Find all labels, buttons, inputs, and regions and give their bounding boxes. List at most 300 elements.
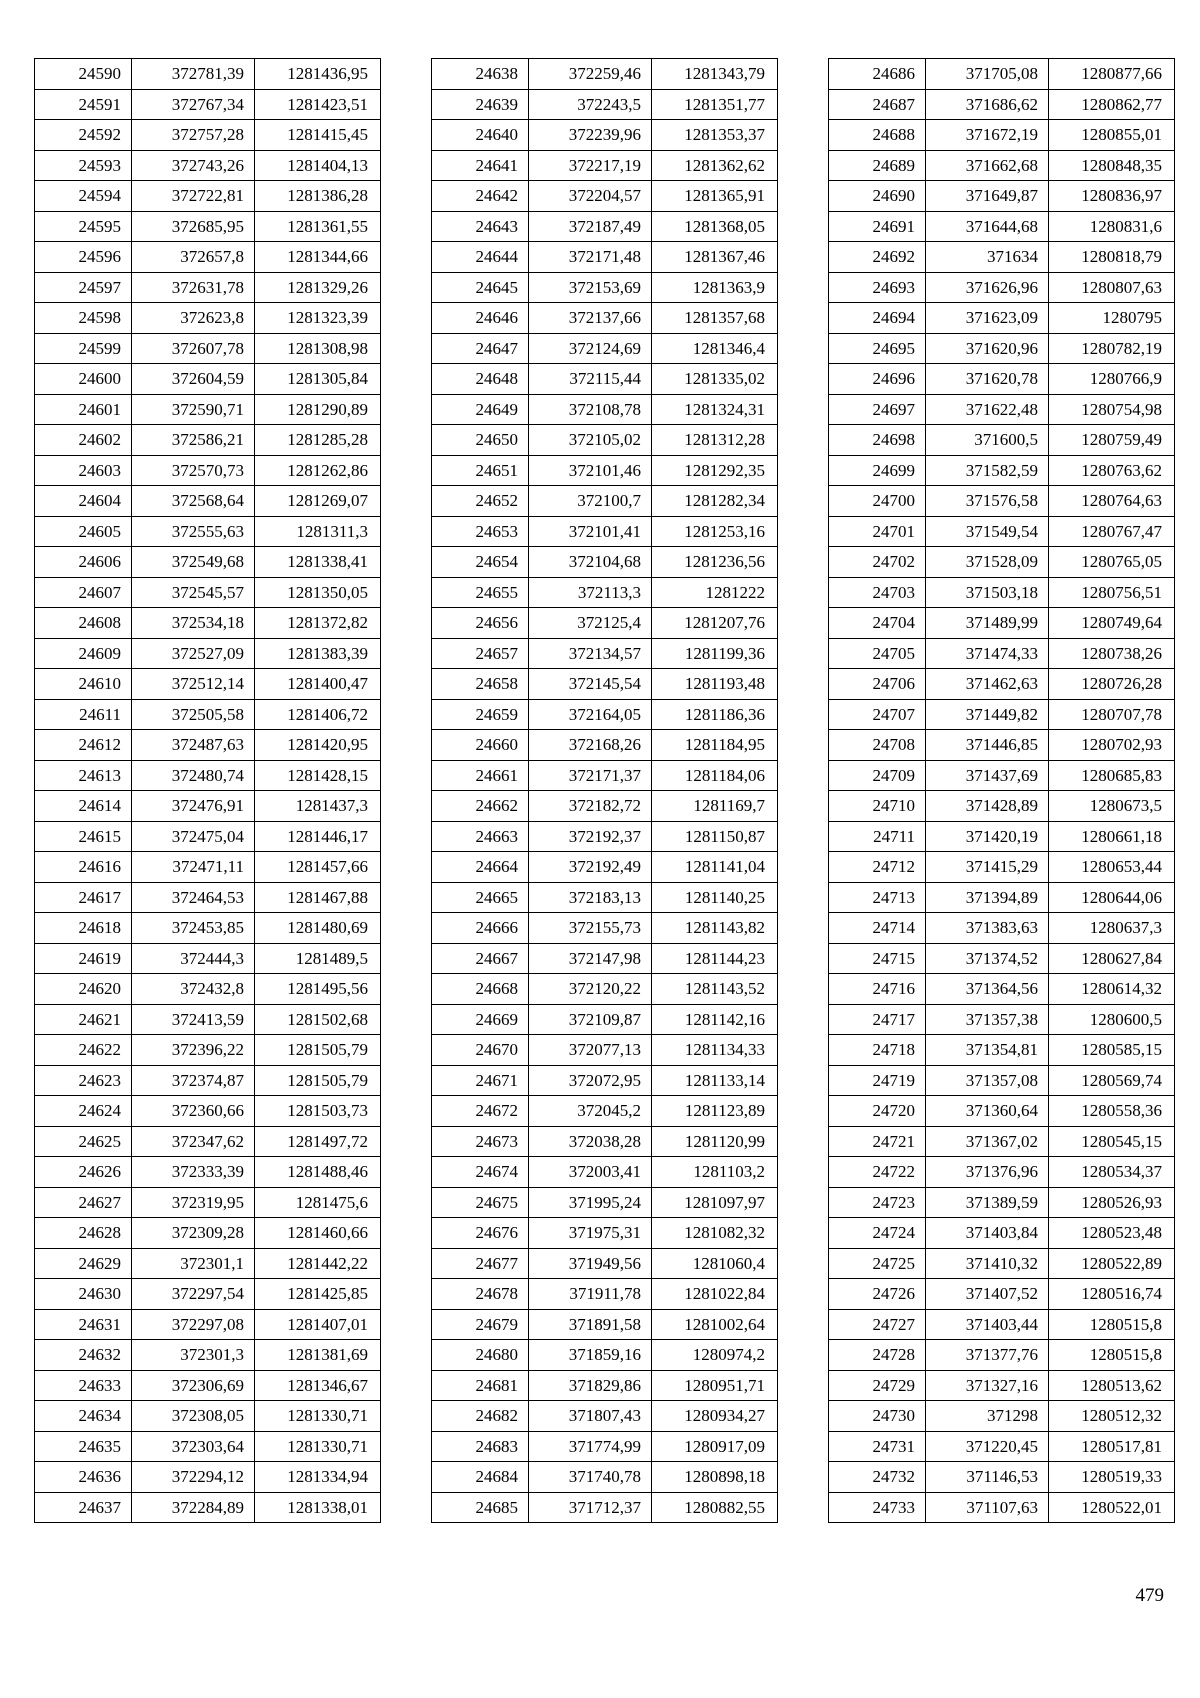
x-coordinate-cell: 372396,22 (132, 1035, 255, 1066)
table-row (432, 791, 778, 822)
y-coordinate-cell: 1280807,63 (1049, 272, 1175, 303)
x-coordinate-cell: 372534,18 (132, 608, 255, 639)
point-number-cell: 24677 (432, 1248, 529, 1279)
y-coordinate-cell: 1280898,18 (652, 1462, 778, 1493)
table-row (432, 547, 778, 578)
y-coordinate-cell: 1280831,6 (1049, 211, 1175, 242)
table-row (829, 333, 1175, 364)
table-row (432, 1462, 778, 1493)
y-coordinate-cell: 1280702,93 (1049, 730, 1175, 761)
point-number-cell: 24667 (432, 943, 529, 974)
point-number-cell: 24632 (35, 1340, 132, 1371)
y-coordinate-cell: 1281381,69 (255, 1340, 381, 1371)
point-number-cell: 24643 (432, 211, 529, 242)
point-number-cell: 24733 (829, 1492, 926, 1523)
point-number-cell: 24609 (35, 638, 132, 669)
table-row (432, 303, 778, 334)
point-number-cell: 24710 (829, 791, 926, 822)
y-coordinate-cell: 1281253,16 (652, 516, 778, 547)
table-row (829, 242, 1175, 273)
y-coordinate-cell: 1280515,8 (1049, 1309, 1175, 1340)
y-coordinate-cell: 1281446,17 (255, 821, 381, 852)
table-row (432, 394, 778, 425)
table-row (432, 638, 778, 669)
point-number-cell: 24707 (829, 699, 926, 730)
table-row (35, 669, 381, 700)
point-number-cell: 24721 (829, 1126, 926, 1157)
table-row (829, 760, 1175, 791)
point-number-cell: 24628 (35, 1218, 132, 1249)
y-coordinate-cell: 1281361,55 (255, 211, 381, 242)
table-row (829, 364, 1175, 395)
point-number-cell: 24666 (432, 913, 529, 944)
table-row (829, 59, 1175, 90)
table-row (829, 943, 1175, 974)
y-coordinate-cell: 1281199,36 (652, 638, 778, 669)
point-number-cell: 24706 (829, 669, 926, 700)
point-number-cell: 24618 (35, 913, 132, 944)
point-number-cell: 24642 (432, 181, 529, 212)
y-coordinate-cell: 1281386,28 (255, 181, 381, 212)
x-coordinate-cell: 371740,78 (529, 1462, 652, 1493)
table-row (432, 699, 778, 730)
x-coordinate-cell: 371620,96 (926, 333, 1049, 364)
x-coordinate-cell: 372284,89 (132, 1492, 255, 1523)
table-row (35, 1309, 381, 1340)
y-coordinate-cell: 1281400,47 (255, 669, 381, 700)
point-number-cell: 24675 (432, 1187, 529, 1218)
point-number-cell: 24701 (829, 516, 926, 547)
point-number-cell: 24644 (432, 242, 529, 273)
point-number-cell: 24729 (829, 1370, 926, 1401)
point-number-cell: 24650 (432, 425, 529, 456)
table-row (35, 699, 381, 730)
point-number-cell: 24616 (35, 852, 132, 883)
x-coordinate-cell: 372100,7 (529, 486, 652, 517)
point-number-cell: 24659 (432, 699, 529, 730)
y-coordinate-cell: 1280764,63 (1049, 486, 1175, 517)
y-coordinate-cell: 1280974,2 (652, 1340, 778, 1371)
x-coordinate-cell: 372145,54 (529, 669, 652, 700)
y-coordinate-cell: 1280862,77 (1049, 89, 1175, 120)
x-coordinate-cell: 372757,28 (132, 120, 255, 151)
x-coordinate-cell: 372077,13 (529, 1035, 652, 1066)
x-coordinate-cell: 371600,5 (926, 425, 1049, 456)
y-coordinate-cell: 1281103,2 (652, 1157, 778, 1188)
point-number-cell: 24708 (829, 730, 926, 761)
x-coordinate-cell: 372115,44 (529, 364, 652, 395)
y-coordinate-cell: 1281290,89 (255, 394, 381, 425)
table-row (35, 760, 381, 791)
x-coordinate-cell: 372192,49 (529, 852, 652, 883)
point-number-cell: 24705 (829, 638, 926, 669)
table-row (829, 608, 1175, 639)
y-coordinate-cell: 1281357,68 (652, 303, 778, 334)
y-coordinate-cell: 1281022,84 (652, 1279, 778, 1310)
point-number-cell: 24653 (432, 516, 529, 547)
table-row (432, 1004, 778, 1035)
x-coordinate-cell: 372134,57 (529, 638, 652, 669)
point-number-cell: 24606 (35, 547, 132, 578)
x-coordinate-cell: 371357,08 (926, 1065, 1049, 1096)
x-coordinate-cell: 372512,14 (132, 669, 255, 700)
x-coordinate-cell: 371528,09 (926, 547, 1049, 578)
table-row (432, 730, 778, 761)
table-row (35, 1096, 381, 1127)
x-coordinate-cell: 371549,54 (926, 516, 1049, 547)
y-coordinate-cell: 1280759,49 (1049, 425, 1175, 456)
point-number-cell: 24648 (432, 364, 529, 395)
x-coordinate-cell: 371357,38 (926, 1004, 1049, 1035)
table-row (829, 425, 1175, 456)
table-row (35, 1340, 381, 1371)
x-coordinate-cell: 372109,87 (529, 1004, 652, 1035)
y-coordinate-cell: 1281282,34 (652, 486, 778, 517)
point-number-cell: 24639 (432, 89, 529, 120)
point-number-cell: 24612 (35, 730, 132, 761)
point-number-cell: 24636 (35, 1462, 132, 1493)
point-number-cell: 24726 (829, 1279, 926, 1310)
table-row (35, 1279, 381, 1310)
table-row (35, 974, 381, 1005)
point-number-cell: 24655 (432, 577, 529, 608)
y-coordinate-cell: 1281425,85 (255, 1279, 381, 1310)
x-coordinate-cell: 372120,22 (529, 974, 652, 1005)
table-row (35, 364, 381, 395)
point-number-cell: 24654 (432, 547, 529, 578)
y-coordinate-cell: 1281311,3 (255, 516, 381, 547)
point-number-cell: 24620 (35, 974, 132, 1005)
y-coordinate-cell: 1281169,7 (652, 791, 778, 822)
x-coordinate-cell: 372590,71 (132, 394, 255, 425)
x-coordinate-cell: 371995,24 (529, 1187, 652, 1218)
y-coordinate-cell: 1280726,28 (1049, 669, 1175, 700)
x-coordinate-cell: 372545,57 (132, 577, 255, 608)
table-row (829, 791, 1175, 822)
table-row (829, 181, 1175, 212)
point-number-cell: 24599 (35, 333, 132, 364)
x-coordinate-cell: 371891,58 (529, 1309, 652, 1340)
point-number-cell: 24700 (829, 486, 926, 517)
table-row (432, 974, 778, 1005)
point-number-cell: 24717 (829, 1004, 926, 1035)
x-coordinate-cell: 372204,57 (529, 181, 652, 212)
table-row (829, 974, 1175, 1005)
y-coordinate-cell: 1281495,56 (255, 974, 381, 1005)
x-coordinate-cell: 371975,31 (529, 1218, 652, 1249)
point-number-cell: 24604 (35, 486, 132, 517)
x-coordinate-cell: 371622,48 (926, 394, 1049, 425)
y-coordinate-cell: 1280661,18 (1049, 821, 1175, 852)
point-number-cell: 24617 (35, 882, 132, 913)
table-row (829, 1065, 1175, 1096)
x-coordinate-cell: 372306,69 (132, 1370, 255, 1401)
y-coordinate-cell: 1280522,89 (1049, 1248, 1175, 1279)
table-row (829, 272, 1175, 303)
x-coordinate-cell: 371634 (926, 242, 1049, 273)
x-coordinate-cell: 372476,91 (132, 791, 255, 822)
point-number-cell: 24684 (432, 1462, 529, 1493)
table-row (432, 181, 778, 212)
coordinates-table-2 (431, 58, 778, 1523)
point-number-cell: 24662 (432, 791, 529, 822)
y-coordinate-cell: 1281222 (652, 577, 778, 608)
table-row (35, 211, 381, 242)
x-coordinate-cell: 371686,62 (926, 89, 1049, 120)
x-coordinate-cell: 371407,52 (926, 1279, 1049, 1310)
y-coordinate-cell: 1281351,77 (652, 89, 778, 120)
table-row (432, 821, 778, 852)
table-row (35, 59, 381, 90)
point-number-cell: 24671 (432, 1065, 529, 1096)
y-coordinate-cell: 1281144,23 (652, 943, 778, 974)
y-coordinate-cell: 1280637,3 (1049, 913, 1175, 944)
point-number-cell: 24704 (829, 608, 926, 639)
point-number-cell: 24682 (432, 1401, 529, 1432)
table-row (829, 303, 1175, 334)
table-row (432, 211, 778, 242)
y-coordinate-cell: 1281338,41 (255, 547, 381, 578)
y-coordinate-cell: 1280558,36 (1049, 1096, 1175, 1127)
x-coordinate-cell: 372217,19 (529, 150, 652, 181)
table-row (432, 1309, 778, 1340)
x-coordinate-cell: 372631,78 (132, 272, 255, 303)
y-coordinate-cell: 1281365,91 (652, 181, 778, 212)
x-coordinate-cell: 372333,39 (132, 1157, 255, 1188)
y-coordinate-cell: 1281060,4 (652, 1248, 778, 1279)
point-number-cell: 24673 (432, 1126, 529, 1157)
point-number-cell: 24713 (829, 882, 926, 913)
y-coordinate-cell: 1281134,33 (652, 1035, 778, 1066)
table-row (35, 1035, 381, 1066)
y-coordinate-cell: 1281330,71 (255, 1431, 381, 1462)
x-coordinate-cell: 371377,76 (926, 1340, 1049, 1371)
y-coordinate-cell: 1281503,73 (255, 1096, 381, 1127)
y-coordinate-cell: 1280756,51 (1049, 577, 1175, 608)
table-row (432, 1096, 778, 1127)
x-coordinate-cell: 371911,78 (529, 1279, 652, 1310)
x-coordinate-cell: 371367,02 (926, 1126, 1049, 1157)
table-row (432, 425, 778, 456)
point-number-cell: 24695 (829, 333, 926, 364)
table-row (829, 516, 1175, 547)
table-row (829, 211, 1175, 242)
x-coordinate-cell: 372113,3 (529, 577, 652, 608)
x-coordinate-cell: 371620,78 (926, 364, 1049, 395)
x-coordinate-cell: 371146,53 (926, 1462, 1049, 1493)
x-coordinate-cell: 372444,3 (132, 943, 255, 974)
table-row (35, 577, 381, 608)
table-row (829, 1248, 1175, 1279)
point-number-cell: 24598 (35, 303, 132, 334)
x-coordinate-cell: 371662,68 (926, 150, 1049, 181)
x-coordinate-cell: 371360,64 (926, 1096, 1049, 1127)
point-number-cell: 24594 (35, 181, 132, 212)
table-row (829, 150, 1175, 181)
table-row (35, 547, 381, 578)
y-coordinate-cell: 1281383,39 (255, 638, 381, 669)
x-coordinate-cell: 371415,29 (926, 852, 1049, 883)
table-row (829, 913, 1175, 944)
point-number-cell: 24714 (829, 913, 926, 944)
y-coordinate-cell: 1280855,01 (1049, 120, 1175, 151)
table-row (829, 699, 1175, 730)
table-row (35, 1492, 381, 1523)
point-number-cell: 24660 (432, 730, 529, 761)
y-coordinate-cell: 1281497,72 (255, 1126, 381, 1157)
x-coordinate-cell: 372147,98 (529, 943, 652, 974)
point-number-cell: 24613 (35, 760, 132, 791)
table-row (35, 516, 381, 547)
y-coordinate-cell: 1280749,64 (1049, 608, 1175, 639)
y-coordinate-cell: 1280517,81 (1049, 1431, 1175, 1462)
y-coordinate-cell: 1280877,66 (1049, 59, 1175, 90)
point-number-cell: 24631 (35, 1309, 132, 1340)
x-coordinate-cell: 372003,41 (529, 1157, 652, 1188)
y-coordinate-cell: 1281338,01 (255, 1492, 381, 1523)
point-number-cell: 24670 (432, 1035, 529, 1066)
y-coordinate-cell: 1280515,8 (1049, 1340, 1175, 1371)
table-row (829, 120, 1175, 151)
table-row (35, 821, 381, 852)
x-coordinate-cell: 371394,89 (926, 882, 1049, 913)
x-coordinate-cell: 371672,19 (926, 120, 1049, 151)
table-row (829, 1492, 1175, 1523)
table-row (35, 303, 381, 334)
x-coordinate-cell: 371298 (926, 1401, 1049, 1432)
point-number-cell: 24619 (35, 943, 132, 974)
y-coordinate-cell: 1281142,16 (652, 1004, 778, 1035)
table-row (35, 455, 381, 486)
x-coordinate-cell: 372239,96 (529, 120, 652, 151)
x-coordinate-cell: 372155,73 (529, 913, 652, 944)
y-coordinate-cell: 1280754,98 (1049, 394, 1175, 425)
point-number-cell: 24611 (35, 699, 132, 730)
table-row (35, 852, 381, 883)
y-coordinate-cell: 1280673,5 (1049, 791, 1175, 822)
y-coordinate-cell: 1280738,26 (1049, 638, 1175, 669)
y-coordinate-cell: 1280585,15 (1049, 1035, 1175, 1066)
table-row (432, 943, 778, 974)
table-row (432, 760, 778, 791)
y-coordinate-cell: 1281480,69 (255, 913, 381, 944)
y-coordinate-cell: 1280795 (1049, 303, 1175, 334)
coordinates-table-3 (828, 58, 1175, 1523)
table-row (35, 882, 381, 913)
table-row (35, 425, 381, 456)
page-number: 479 (1135, 1585, 1164, 1606)
y-coordinate-cell: 1281367,46 (652, 242, 778, 273)
x-coordinate-cell: 371389,59 (926, 1187, 1049, 1218)
point-number-cell: 24730 (829, 1401, 926, 1432)
point-number-cell: 24716 (829, 974, 926, 1005)
y-coordinate-cell: 1281436,95 (255, 59, 381, 90)
x-coordinate-cell: 372259,46 (529, 59, 652, 90)
point-number-cell: 24702 (829, 547, 926, 578)
y-coordinate-cell: 1281457,66 (255, 852, 381, 883)
y-coordinate-cell: 1281141,04 (652, 852, 778, 883)
x-coordinate-cell: 372182,72 (529, 791, 652, 822)
table-row (432, 1279, 778, 1310)
table-row (35, 1004, 381, 1035)
x-coordinate-cell: 372432,8 (132, 974, 255, 1005)
x-coordinate-cell: 371859,16 (529, 1340, 652, 1371)
table-row (829, 852, 1175, 883)
table-row (432, 852, 778, 883)
x-coordinate-cell: 372124,69 (529, 333, 652, 364)
point-number-cell: 24674 (432, 1157, 529, 1188)
x-coordinate-cell: 372164,05 (529, 699, 652, 730)
table-row (35, 150, 381, 181)
x-coordinate-cell: 372781,39 (132, 59, 255, 90)
point-number-cell: 24720 (829, 1096, 926, 1127)
table-row (432, 1187, 778, 1218)
table-row (829, 486, 1175, 517)
x-coordinate-cell: 372301,3 (132, 1340, 255, 1371)
y-coordinate-cell: 1281420,95 (255, 730, 381, 761)
table-row (829, 1279, 1175, 1310)
point-number-cell: 24694 (829, 303, 926, 334)
point-number-cell: 24603 (35, 455, 132, 486)
y-coordinate-cell: 1281346,67 (255, 1370, 381, 1401)
x-coordinate-cell: 372101,41 (529, 516, 652, 547)
point-number-cell: 24688 (829, 120, 926, 151)
point-number-cell: 24624 (35, 1096, 132, 1127)
point-number-cell: 24725 (829, 1248, 926, 1279)
table-row (829, 455, 1175, 486)
point-number-cell: 24691 (829, 211, 926, 242)
y-coordinate-cell: 1281415,45 (255, 120, 381, 151)
point-number-cell: 24595 (35, 211, 132, 242)
y-coordinate-cell: 1281262,86 (255, 455, 381, 486)
point-number-cell: 24607 (35, 577, 132, 608)
point-number-cell: 24699 (829, 455, 926, 486)
x-coordinate-cell: 371649,87 (926, 181, 1049, 212)
x-coordinate-cell: 371327,16 (926, 1370, 1049, 1401)
x-coordinate-cell: 372586,21 (132, 425, 255, 456)
table-row (432, 882, 778, 913)
table-row (35, 608, 381, 639)
point-number-cell: 24698 (829, 425, 926, 456)
table-row (432, 608, 778, 639)
y-coordinate-cell: 1281372,82 (255, 608, 381, 639)
y-coordinate-cell: 1281488,46 (255, 1157, 381, 1188)
x-coordinate-cell: 372105,02 (529, 425, 652, 456)
y-coordinate-cell: 1281362,62 (652, 150, 778, 181)
table-row (432, 1401, 778, 1432)
point-number-cell: 24668 (432, 974, 529, 1005)
point-number-cell: 24649 (432, 394, 529, 425)
point-number-cell: 24605 (35, 516, 132, 547)
x-coordinate-cell: 371807,43 (529, 1401, 652, 1432)
x-coordinate-cell: 372607,78 (132, 333, 255, 364)
x-coordinate-cell: 372623,8 (132, 303, 255, 334)
y-coordinate-cell: 1280848,35 (1049, 150, 1175, 181)
table-row (432, 1035, 778, 1066)
point-number-cell: 24652 (432, 486, 529, 517)
x-coordinate-cell: 372101,46 (529, 455, 652, 486)
table-row (829, 1309, 1175, 1340)
table-row (432, 1492, 778, 1523)
table-row (35, 333, 381, 364)
x-coordinate-cell: 372171,37 (529, 760, 652, 791)
point-number-cell: 24641 (432, 150, 529, 181)
y-coordinate-cell: 1281120,99 (652, 1126, 778, 1157)
point-number-cell: 24590 (35, 59, 132, 90)
table-row (35, 730, 381, 761)
x-coordinate-cell: 371462,63 (926, 669, 1049, 700)
x-coordinate-cell: 371774,99 (529, 1431, 652, 1462)
